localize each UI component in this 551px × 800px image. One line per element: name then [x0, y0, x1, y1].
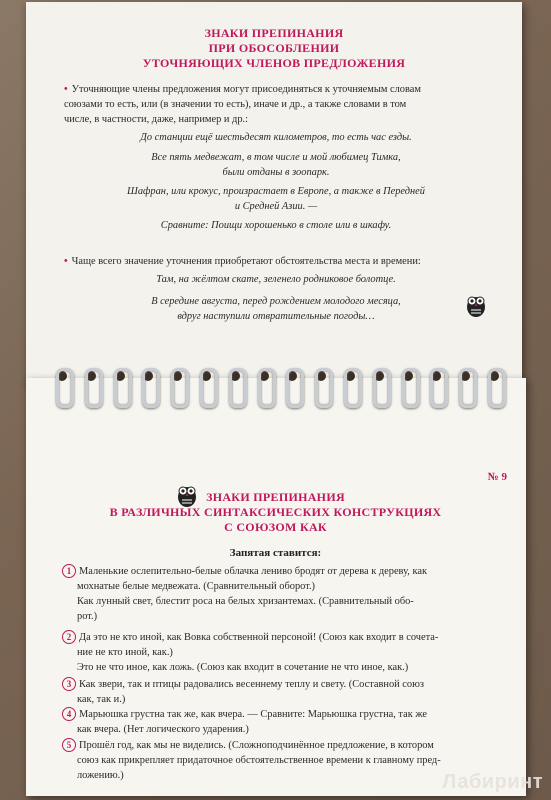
binding-coil	[200, 368, 218, 408]
item-1-line-4: рот.)	[77, 611, 98, 622]
rule-1-line-3: числе, в частности, даже, например и др.:	[64, 114, 249, 125]
binding-coil	[286, 368, 304, 408]
binding-coil	[258, 368, 276, 408]
example-2-line-1: Все пять медвежат, в том числе и мой любимец Тимка,	[151, 152, 401, 163]
example-compare: Сравните: Поищи хорошенько в столе или в шкафу.	[160, 220, 392, 231]
example-1: До станции ещё шестьдесят километров, то есть час езды.	[140, 132, 412, 143]
top-title-line-3: УТОЧНЯЮЩИХ ЧЛЕНОВ ПРЕДЛОЖЕНИЯ	[142, 56, 406, 70]
bottom-title-line-2: В РАЗЛИЧНЫХ СИНТАКСИЧЕСКИХ КОНСТРУКЦИЯХ	[109, 505, 442, 519]
rule-2-text: Чаще всего значение уточнения приобретают обстоятельства места и времени:	[71, 256, 421, 267]
binding-coil	[430, 368, 448, 408]
bottom-title-line-3: С СОЮЗОМ КАК	[224, 520, 327, 534]
item-4-number: 4	[62, 707, 76, 721]
item-1-line-3: Как лунный свет, блестит роса на белых хризантемах. (Сравнительный обо-	[77, 596, 414, 607]
binding-coil	[229, 368, 247, 408]
binding-coil	[402, 368, 420, 408]
item-5-line-3: ложению.)	[77, 770, 124, 781]
item-5-line-2: союз как прикрепляет придаточное обстоятельственное времени к главному пред-	[77, 755, 441, 766]
example-6-line-2: вдруг наступили отвратительные погоды…	[177, 311, 375, 322]
example-5: Там, на жёлтом скате, зеленело родниковое болотце.	[156, 274, 396, 285]
binding-coil	[373, 368, 391, 408]
owl-icon	[465, 292, 487, 318]
watermark: Лабиринт	[442, 771, 543, 793]
item-2-line-3: Это не что иное, как ложь. (Союз как входит в сочетание не что иное, как.)	[77, 662, 409, 673]
rule-paragraph-1: • Уточняющие члены предложения могут присоединяться к уточняемым словам союзами то есть, или (в значении то есть), иначе и др., а также словами в том числе, в частности, даже, например и др.:	[64, 82, 514, 127]
binding-coil	[171, 368, 189, 408]
example-3	[46, 184, 506, 214]
example-2	[46, 150, 506, 180]
item-4-line-2: как вчера. (Нет логического ударения.)	[77, 724, 249, 735]
item-3	[62, 677, 510, 707]
rule-1-line-1: Уточняющие члены предложения могут присоединяться к уточняемым словам	[71, 84, 421, 95]
item-3-number: 3	[62, 677, 76, 691]
item-2-line-1: Да это не кто иной, как Вовка собственной персоной! (Союз как входит в сочета-	[79, 632, 439, 643]
binding-coil	[85, 368, 103, 408]
top-title-line-2: ПРИ ОБОСОБЛЕНИИ	[208, 41, 340, 55]
bottom-title	[0, 490, 551, 535]
item-1-number: 1	[62, 564, 76, 578]
item-5-number: 5	[62, 738, 76, 752]
subtitle: Запятая ставится:	[229, 547, 322, 559]
top-title	[26, 26, 522, 71]
example-3-line-2: и Средней Азии. —	[234, 201, 318, 212]
item-4	[62, 707, 510, 737]
example-6	[46, 294, 506, 324]
item-2	[62, 630, 510, 675]
top-title-line-1: ЗНАКИ ПРЕПИНАНИЯ	[204, 26, 344, 40]
example-2-line-2: были отданы в зоопарк.	[222, 167, 330, 178]
top-page	[26, 2, 522, 384]
rule-paragraph-2: • Чаще всего значение уточнения приобретают обстоятельства места и времени:	[64, 256, 421, 267]
binding-coil	[56, 368, 74, 408]
card-number: № 9	[487, 471, 507, 483]
bottom-title-line-1: ЗНАКИ ПРЕПИНАНИЯ	[206, 490, 345, 504]
example-6-line-1: В середине августа, перед рождением молодого месяца,	[151, 296, 401, 307]
item-3-line-2: как, так и.)	[77, 694, 126, 705]
rule-1-line-2: союзами то есть, или (в значении то есть), иначе и др., а также словами в том	[64, 99, 407, 110]
item-1-line-1: Маленькие ослепительно-белые облачка лениво бродят от дерева к дереву, как	[79, 566, 428, 577]
binding-coil	[344, 368, 362, 408]
example-3-line-1: Шафран, или крокус, произрастает в Европе, а также в Передней	[126, 186, 425, 197]
item-5-line-1: Прошёл год, как мы не виделись. (Сложноподчинённое предложение, в котором	[79, 740, 434, 751]
item-1	[62, 564, 510, 624]
binding-coil	[459, 368, 477, 408]
binding-coil	[142, 368, 160, 408]
binding-coil	[114, 368, 132, 408]
item-3-line-1: Как звери, так и птицы радовались весеннему теплу и свету. (Составной союз	[79, 679, 424, 690]
item-2-number: 2	[62, 630, 76, 644]
item-2-line-2: ние не кто иной, как.)	[77, 647, 173, 658]
item-1-line-2: мохнатые белые медвежата. (Сравнительный оборот.)	[77, 581, 316, 592]
binding-coil	[488, 368, 506, 408]
item-4-line-1: Марьюшка грустна так же, как вчера. — Сравните: Марьюшка грустна, так же	[79, 709, 428, 720]
binding-coil	[315, 368, 333, 408]
